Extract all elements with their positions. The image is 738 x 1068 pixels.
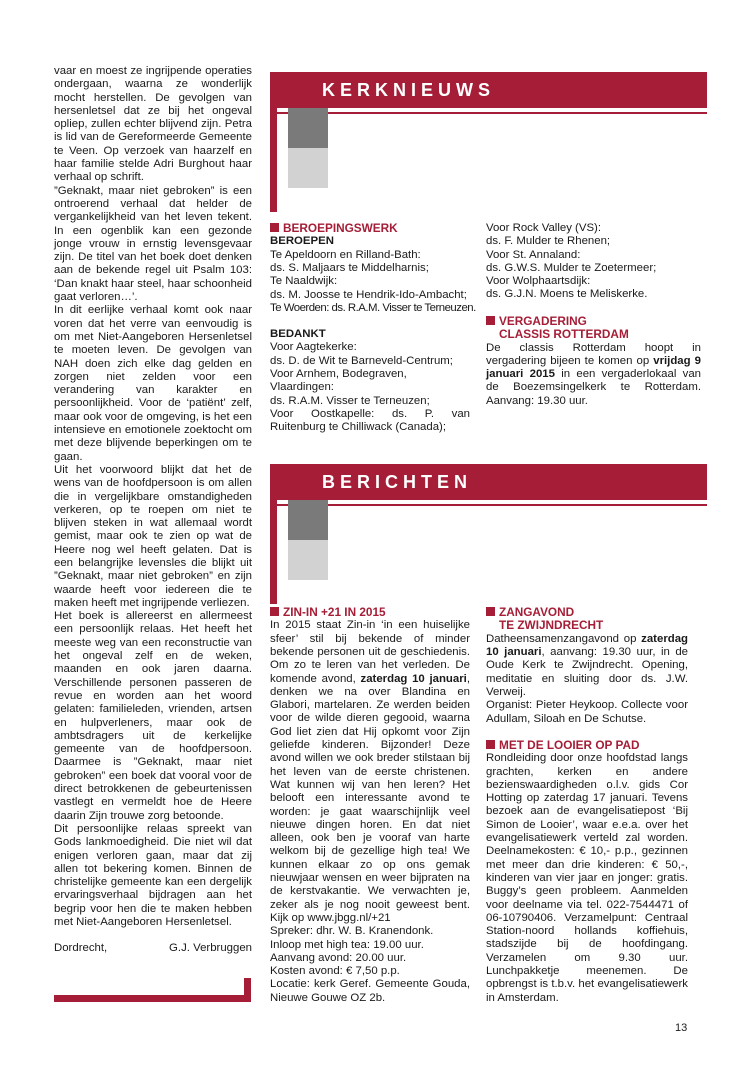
list-item: Inloop met high tea: 19.00 uur. — [270, 938, 424, 951]
article-paragraph: Dit persoonlijke relaas spreekt van Gods lankmoedigheid. Die niet wil dat enigen verloren gaan, maar dat zij allen tot bekering komen. Binnen de christelijke gemeente kan een dergelijk ervaringsverhaal bijdragen aan het begrip voor hen die te maken hebben met Niet-Aangeboren Hersenletsel. — [54, 822, 252, 928]
zin-in-heading: ZIN-IN +21 IN 2015 — [270, 606, 470, 619]
signature — [54, 942, 252, 955]
list-item: Voor Rock Valley (VS): — [486, 222, 602, 234]
zangavond-organist: Organist: Pieter Heykoop. Collecte voor Adullam, Siloah en De Schutse. — [486, 699, 688, 725]
banner-tick — [270, 108, 277, 212]
berichten-banner — [270, 464, 707, 604]
banner-square-dark — [288, 500, 328, 540]
beroepen-label: BEROEPEN — [270, 235, 334, 248]
list-item: ds. F. Mulder te Rhenen; — [486, 235, 611, 248]
list-item: ds. R.A.M. Visser te Terneuzen; — [270, 394, 430, 407]
zangavond-text: Datheensamenzangavond op zaterdag 10 januari, aanvang: 19.30 uur, in de Oude Kerk te Zwijndrecht. Opening, meditatie en sluiting door ds. J.W. Verweij. — [486, 632, 688, 698]
zin-in-text: In 2015 staat Zin-in ‘in een huiselijke sfeer’ stil bij bekende of minder bekende personen uit de geschiedenis. Om zo te leren van het verleden. De komende avond, zaterdag 10 januari, denken we na over Blandina en Glabori, martelaren. Ze werden beiden voor de wilde dieren gegooid, waarna God liet zien dat Hij opkomt voor Zijn geliefde kinderen. Bijzonder! Deze avond willen we ook breder stilstaan bij het leven van de eerste christenen. Wat kunnen wij van hen leren? Het belooft een interessante avond te worden: je gaat waarschijnlijk veel nieuwe dingen horen. En dat niet alleen, ook ben je vooraf van harte welkom bij de gezellige high tea! We kunnen elkaar zo op ons gemak nieuwjaar wensen en weer bijpraten na de kerstvakantie. We verwachten je, zeker als je nog nooit geweest bent. Kijk op www.jbgg.nl/+21 — [270, 619, 470, 924]
square-bullet-icon — [486, 740, 495, 749]
list-item: ds. S. Maljaars te Middelharnis; — [270, 262, 429, 274]
article-paragraph: vaar en moest ze ingrijpende operaties ondergaan, waarna ze wonderlijk mocht herstellen. De gevolgen van hersenletsel dat ze bij het ongeval opliep, zullen echter blijvend zijn. Petra is lid van de Gereformeerde Gemeente te Veen. Op verzoek van haarzelf en haar familie stelde Adri Burghout haar verhaal op schrift. — [54, 65, 252, 184]
vergadering-heading: VERGADERING CLASSIS ROTTERDAM — [486, 315, 701, 342]
list-item: Voor Arnhem, Bodegraven, Vlaardingen: — [270, 368, 407, 394]
list-item: Te Woerden: ds. R.A.M. Visser te Terneuzen. — [270, 301, 476, 314]
beroepingswerk-section — [270, 221, 476, 435]
banner-line — [270, 112, 707, 114]
list-item: Voor Wolphaartsdijk: — [486, 275, 591, 288]
beroepingswerk-continued — [486, 222, 701, 408]
article-paragraph: Uit het voorwoord blijkt dat het de wens van de hoofdpersoon is om allen die in vergelijkbare omstandigheden verkeren, op te roepen om niet te blijven steken in wat allemaal wordt gemist, maar ook te zien op wat de Heere nog wel heeft gelaten. Dat is een belangrijke levensles die blijkt uit ”Geknakt, maar niet gebroken” en zijn waarde heeft voor iedereen die te maken heeft met ingrijpende verliezen. — [54, 463, 252, 609]
kerknieuws-banner — [270, 72, 707, 212]
page-number: 13 — [675, 1022, 688, 1034]
list-item: Voor Aagtekerke: — [270, 341, 357, 354]
vergadering-text: De classis Rotterdam hoopt in vergadering bijeen te komen op vrijdag 9 januari 2015 in een vergaderlokaal van de Boezemsingelkerk te Rotterdam. Aanvang: 19.30 uur. — [486, 341, 701, 407]
banner-line — [270, 504, 707, 506]
left-article — [54, 65, 252, 956]
square-bullet-icon — [270, 223, 279, 232]
beroepingswerk-heading: BEROEPINGSWERK — [270, 222, 470, 235]
zin-in-section — [270, 606, 470, 1005]
list-item: Te Naaldwijk: — [270, 275, 338, 288]
list-item: Aanvang avond: 20.00 uur. — [270, 951, 407, 964]
list-item: ds. G.W.S. Mulder te Zoetermeer; — [486, 261, 657, 274]
square-bullet-icon — [486, 316, 495, 325]
banner-tick — [270, 500, 277, 604]
list-item: Spreker: dhr. W. B. Kranendonk. — [270, 925, 434, 938]
list-item: Te Apeldoorn en Rilland-Bath: — [270, 248, 421, 261]
zangavond-heading: ZANGAVOND TE ZWIJNDRECHT — [486, 606, 688, 633]
square-bullet-icon — [270, 607, 279, 616]
list-item: Voor St. Annaland: — [486, 248, 581, 261]
article-paragraph: Het boek is allereerst en allermeest een persoonlijk relaas. Het heeft het meeste weg van een reconstructie van het ongeval zelf en de weken, maanden en ook jaren daarna. Verschillende personen passeren de revue en worden aan het woord gelaten: familieleden, vrienden, artsen en hulpverleners, maar ook de ambtsdragers uit de kerkelijke gemeente van de hoofdpersoon. Daarmee is ”Geknakt, maar niet gebroken” een boek dat vooral voor de direct betrokkenen de gebeurtenissen vastlegt en vermeldt hoe de Heere daarin Zijn trouwe zorg betoonde. — [54, 610, 252, 822]
section-title-kerknieuws: KERKNIEUWS — [322, 80, 496, 100]
banner-square-light — [288, 540, 328, 580]
signature-author: G.J. Verbruggen — [169, 942, 252, 955]
article-paragraph: In dit eerlijke verhaal komt ook naar voren dat het verre van eenvoudig is om met Niet-Aangeboren Hersenletsel te moeten leven. De gevolgen van NAH doen zich elke dag gelden en zorgen niet zelden voor een verandering van karakter en persoonlijkheid. Voor de ‘patiënt’ zelf, maar ook voor de omgeving, is het een intensieve en emotionele zoektocht om met deze blijvende beperkingen om te gaan. — [54, 304, 252, 463]
corner-decoration-horizontal — [54, 995, 251, 1002]
list-item: Locatie: kerk Geref. Gemeente Gouda, Nieuwe Gouwe OZ 2b. — [270, 978, 470, 1004]
signature-place: Dordrecht, — [54, 942, 108, 955]
list-item: Voor Oostkapelle: ds. P. van Ruitenburg te Chilliwack (Canada); — [270, 407, 470, 434]
list-item: Kosten avond: € 7,50 p.p. — [270, 965, 400, 978]
banner-square-light — [288, 148, 328, 188]
zangavond-section — [486, 606, 688, 1005]
article-paragraph: ”Geknakt, maar niet gebroken” is een ontroerend verhaal dat helder de vergankelijkheid van het leven tekent. In een ogenblik kan een gezonde jonge vrouw in ernstig levensgevaar zijn. De titel van het boek doet denken aan de bekende regel uit Psalm 103: ‘Dan knakt haar steel, haar schoonheid gaat verloren…’. — [54, 184, 252, 304]
looier-text: Rondleiding door onze hoofdstad langs grachten, kerken en andere bezienswaardigheden o.l.v. gids Cor Hotting op zaterdag 17 januari. Tevens bezoek aan de evangelisatiepost ‘Bij Simon de Looier’, waar e.e.a. over het evangelisatiewerk verteld zal worden. Deelnamekosten: € 10,- p.p., gezinnen met meer dan drie kinderen: € 50,-, kinderen van vier jaar en jonger: gratis. Buggy’s geen probleem. Aanmelden voor deelname via tel. 022-7544471 of 06-10790406. Verzamelpunt: Centraal Station-noord hollands koffiehuis, stadszijde bij de hoofdingang. Verzamelen om 9.30 uur. Lunchpakketje meenemen. De opbrengst is t.b.v. het evangelisatiewerk in Amsterdam. — [486, 752, 688, 1004]
section-title-berichten: BERICHTEN — [322, 472, 473, 492]
banner-square-dark — [288, 108, 328, 148]
list-item: ds. D. de Wit te Barneveld-Centrum; — [270, 354, 453, 367]
bedankt-label: BEDANKT — [270, 328, 326, 341]
square-bullet-icon — [486, 607, 495, 616]
list-item: ds. M. Joosse te Hendrik-Ido-Ambacht; — [270, 288, 467, 301]
looier-heading: MET DE LOOIER OP PAD — [486, 739, 688, 752]
list-item: ds. G.J.N. Moens te Meliskerke. — [486, 288, 648, 301]
